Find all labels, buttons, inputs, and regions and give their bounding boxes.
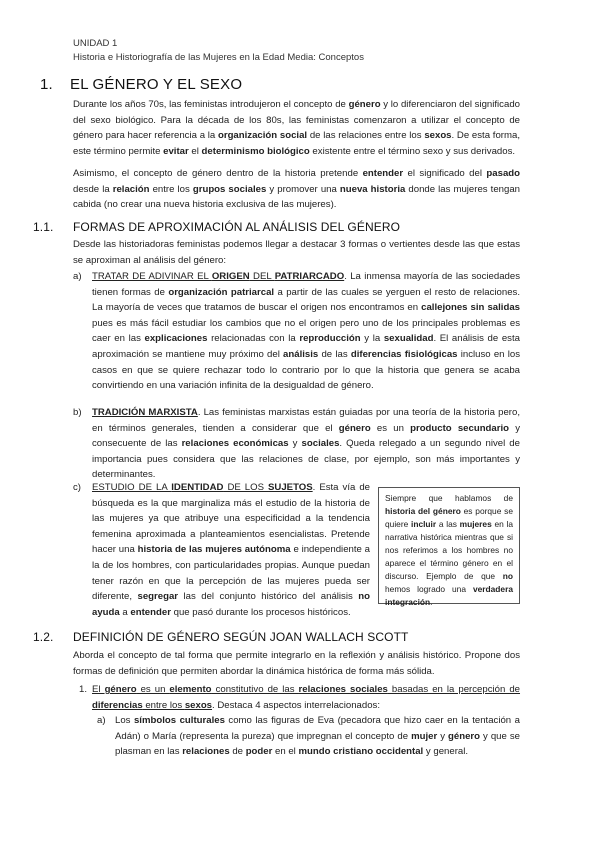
- list-marker-sub-a: a): [97, 715, 106, 726]
- section-1-1-heading: [33, 220, 400, 234]
- approach-a: TRATAR DE ADIVINAR EL ORIGEN DEL PATRIARCADO. La inmensa mayoría de las sociedades tienen formas de organización patriarcal a partir de las cuales se yerguen el resto de relaciones. La mayoría de veces que tratamos de buscar el origen nos encontramos en callejones sin salidas pues es más fácil estudiar los cambios que no el origen pero uno de los principales problemas es caer en las explicaciones relacionadas con la reproducción y la sexualidad. El análisis de esta aproximación se mantiene muy próximo del análisis de las diferencias fisiológicas incluso en los casos en que se quiere rechazar todo lo contrario por lo que la historia que genera se acaba convirtiendo en una variación infinita de la desigualdad de género.: [92, 271, 521, 392]
- definition-item-1: El género es un elemento constitutivo de las relaciones sociales basadas en la percepción de diferencias entre los sexos. Destaca 4 aspectos interrelacionados:: [92, 684, 521, 711]
- section-title: FORMAS DE APROXIMACIÓN AL ANÁLISIS DEL GÉNERO: [73, 220, 401, 234]
- section-1-1-intro: Desde las historiadoras feministas podemos llegar a destacar 3 formas o vertientes desde las que estas se aproximan al análisis del género:: [73, 239, 520, 266]
- list-marker-b: b): [73, 407, 82, 418]
- list-marker-1: 1.: [79, 684, 88, 695]
- approach-b: TRADICIÓN MARXISTA. Las feministas marxistas están guiadas por una teoría de la historia pero, en términos generales, tienden a considerar que el género es un producto secundario y consecuente de las relaciones económicas y sociales. Queda relegado a un segundo nivel de importancia pues considera que las relaciones de clase, por ejemplo, son más importantes y determinantes.: [92, 407, 521, 481]
- section-title: DEFINICIÓN DE GÉNERO SEGÚN JOAN WALLACH SCOTT: [73, 630, 409, 644]
- header-subtitle: Historia e Historiografía de las Mujeres en la Edad Media: Conceptos: [73, 52, 364, 63]
- list-marker-a: a): [73, 271, 82, 282]
- section-number: 1.1.: [33, 220, 54, 234]
- approach-c: ESTUDIO DE LA IDENTIDAD DE LOS SUJETOS. Esta vía de búsqueda es la que marginaliza más el estudio de la historia de las mujeres ya que atribuye una especificidad a la tendencia femenina aproximada a planteamientos esencialistas. Pretende hacer una historia de las mujeres autónoma e independiente a la de los hombres, con particularidades propias. Aunque puedan tener razón en que la percepción de las mujeres pueda ser diferente, segregar las del conjunto histórico del análisis no ayuda a entender que pasó durante los procesos históricos.: [92, 482, 371, 618]
- section-number: 1.: [40, 76, 53, 93]
- section-1-2-intro: Aborda el concepto de tal forma que permite integrarlo en la reflexión y análisis histórico. Propone dos formas de definición que permiten abordar la dinámica histórica de forma más sólida.: [73, 650, 520, 677]
- section-title: EL GÉNERO Y EL SEXO: [70, 76, 243, 93]
- definition-aspect-a: Los símbolos culturales como las figuras de Eva (pecadora que hizo caer en la tentación a Adán) o María (representa la pureza) que impregnan el concepto de mujer y género y que se plasman en las relaciones de poder en el mundo cristiano occidental y general.: [115, 715, 521, 758]
- section-1-paragraph-1: Durante los años 70s, las feministas introdujeron el concepto de género y lo diferenciaron del significado del sexo biológico. Para la década de los 80s, las feministas comenzaron a utilizar el concepto de género para hacer referencia a la organización social de las relaciones entre los sexos. De esta forma, este término permite evitar el determinismo biológico existente entre el término sexo y sus derivados.: [73, 99, 520, 157]
- section-number: 1.2.: [33, 630, 54, 644]
- section-1-heading: [40, 76, 242, 93]
- section-1-paragraph-2: Asimismo, el concepto de género dentro de la historia pretende entender el significado del pasado desde la relación entre los grupos sociales y promover una nueva historia donde las mujeres tengan cabida (no crear una nueva historia exclusiva de las mujeres).: [73, 168, 521, 211]
- side-note-box: Siempre que hablamos de historia del género es porque se quiere incluir a las mujeres en la narrativa histórica mientras que si nos referimos a los hombres no aparece el término género en el discurso. Ejemplo de que no hemos logrado una verdadera integración.: [378, 487, 520, 604]
- list-marker-c: c): [73, 482, 81, 493]
- section-1-2-heading: [33, 630, 408, 644]
- header-unit: UNIDAD 1: [73, 38, 118, 49]
